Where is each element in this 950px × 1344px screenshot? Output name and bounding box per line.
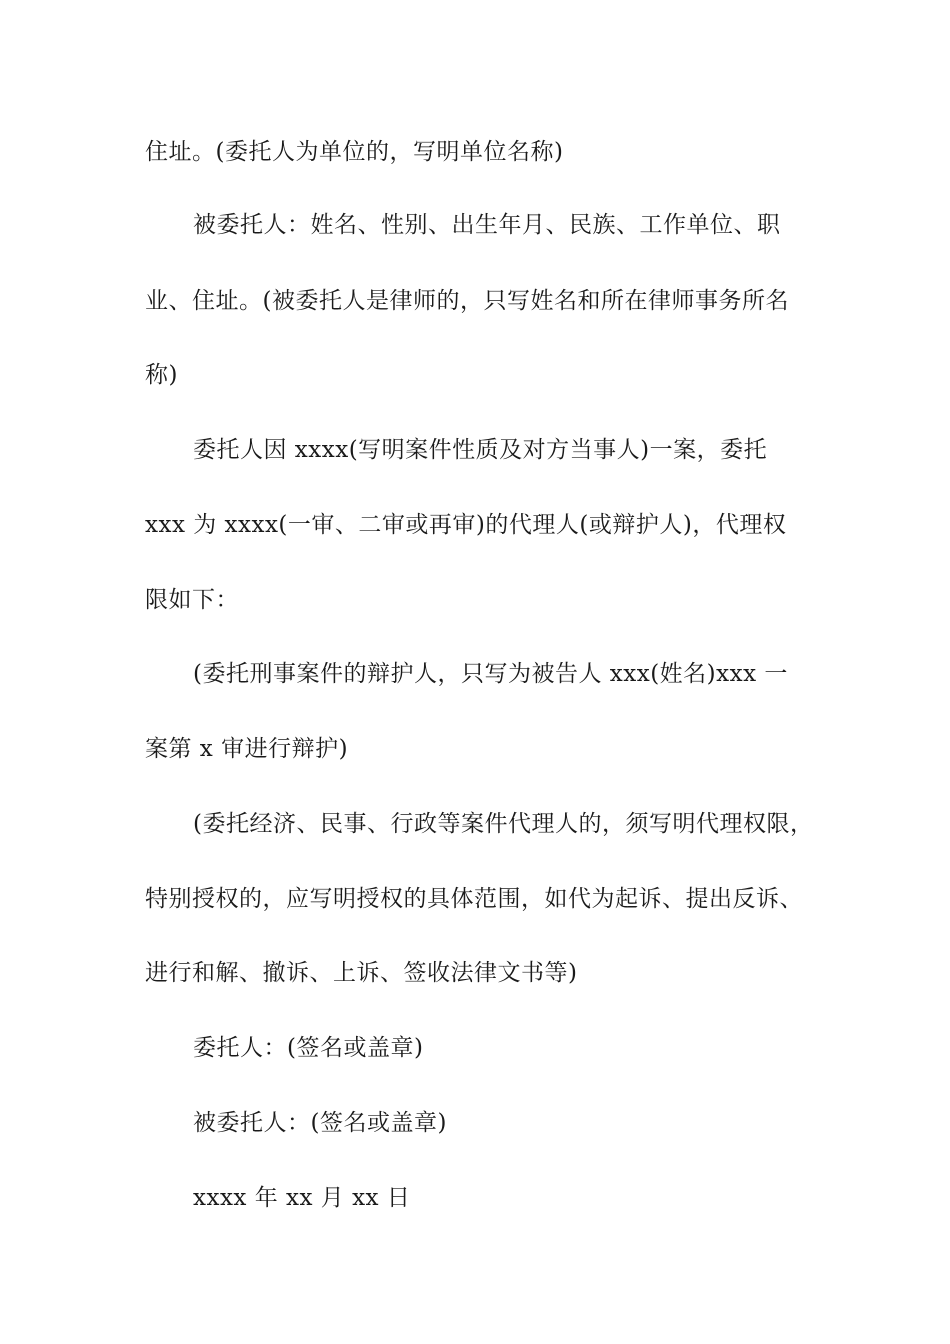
criminal-defense-line-1: (委托刑事案件的辩护人，只写为被告人 xxx(姓名)xxx 一 (193, 661, 788, 687)
criminal-defense-line-2: 案第 x 审进行辩护) (145, 736, 349, 762)
case-description-line-3: 限如下： (145, 587, 239, 613)
entrusted-party-line-1: 被委托人：姓名、性别、出生年月、民族、工作单位、职 (193, 212, 781, 238)
date-line: xxxx 年 xx 月 xx 日 (193, 1185, 411, 1211)
case-description-line-2: xxx 为 xxxx(一审、二审或再审)的代理人(或辩护人)，代理权 (145, 512, 787, 538)
client-signature-line: 委托人：(签名或盖章) (193, 1035, 424, 1061)
agent-signature-line: 被委托人：(签名或盖章) (193, 1110, 447, 1136)
entrusted-party-line-3: 称) (145, 362, 178, 388)
civil-agency-line-3: 进行和解、撤诉、上诉、签收法律文书等) (145, 960, 578, 986)
civil-agency-line-2: 特别授权的，应写明授权的具体范围，如代为起诉、提出反诉、 (145, 886, 803, 912)
address-line: 住址。(委托人为单位的，写明单位名称) (145, 139, 564, 165)
entrusted-party-line-2: 业、住址。(被委托人是律师的，只写姓名和所在律师事务所名 (145, 288, 789, 314)
civil-agency-line-1: (委托经济、民事、行政等案件代理人的，须写明代理权限， (193, 811, 814, 837)
case-description-line-1: 委托人因 xxxx(写明案件性质及对方当事人)一案，委托 (193, 437, 768, 463)
